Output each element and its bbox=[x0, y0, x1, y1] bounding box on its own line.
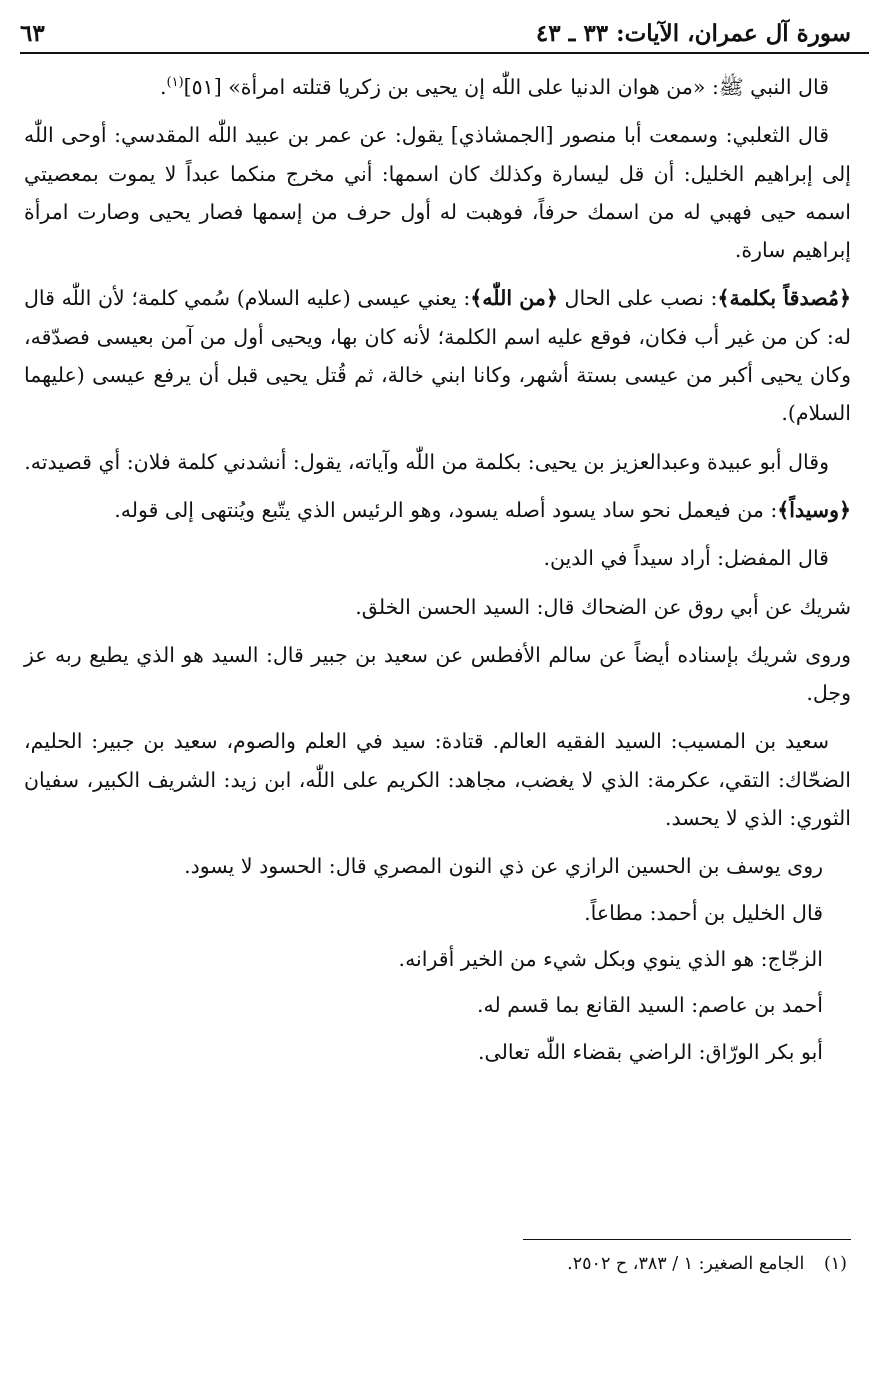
paragraph-5 bbox=[24, 491, 851, 529]
header-divider bbox=[20, 52, 869, 54]
paragraph-1-text: قال النبي ﷺ: «من هوان الدنيا على اللّٰه إن يحيى بن زكريا قتلته امرأة» [٥١] bbox=[183, 75, 829, 99]
footnote-reference[interactable]: (١) bbox=[166, 75, 184, 91]
paragraph-1 bbox=[24, 68, 851, 106]
paragraph-3-text-b: : يعني عيسى (عليه السلام) سُمي كلمة؛ لأن اللّٰه قال له: كن من غير أب فكان، فوقع عليه اسم الكلمة؛ لأنه كان بها، ويحيى أول من آمن بعيسى فصدّقه، وكان يحيى أكبر من عيسى بستة أشهر، وكانا ابني خالة، ثم قُتل يحيى قبل أن يرفع عيسى (عليهما السلام). bbox=[24, 286, 851, 426]
indented-line-1: روى يوسف بن الحسين الرازي عن ذي النون المصري قال: الحسود لا يسود. bbox=[184, 854, 823, 879]
paragraph-3-text-a: : نصب على الحال bbox=[557, 286, 718, 311]
indented-line-5: أبو بكر الورّاق: الراضي بقضاء اللّٰه تعالى. bbox=[478, 1039, 823, 1064]
quran-phrase-2: ﴿من اللّٰه﴾ bbox=[470, 286, 558, 311]
page-header bbox=[20, 16, 851, 50]
main-text bbox=[24, 68, 851, 1079]
paragraph-7: شريك عن أبي روق عن الضحاك قال: السيد الحسن الخلق. bbox=[355, 594, 851, 619]
footnote bbox=[24, 1249, 847, 1279]
indented-quotes bbox=[24, 847, 851, 1070]
footnote-number: (١) bbox=[823, 1254, 847, 1274]
paragraph-5-text: : من فيعمل نحو ساد يسود أصله يسود، وهو الرئيس الذي يتّبع ويُنتهى إلى قوله. bbox=[114, 497, 778, 522]
footnote-divider bbox=[523, 1239, 851, 1240]
indented-line-4: أحمد بن عاصم: السيد القانع بما قسم له. bbox=[477, 993, 823, 1018]
paragraph-8: وروى شريك بإسناده أيضاً عن سالم الأفطس عن سعيد بن جبير قال: السيد هو الذي يطيع ربه عز وجل. bbox=[24, 642, 851, 706]
paragraph-3 bbox=[24, 279, 851, 432]
paragraph-9: سعيد بن المسيب: السيد الفقيه العالم. قتادة: سيد في العلم والصوم، سعيد بن جبير: الحليم، الضحّاك: التقي، عكرمة: الذي لا يغضب، مجاهد: الكريم على اللّٰه، ابن زيد: الشريف الكبير، سفيان الثوري: الذي لا يحسد. bbox=[24, 729, 851, 831]
paragraph-2: قال الثعلبي: وسمعت أبا منصور [الجمشاذي] يقول: عن عمر بن عبيد اللّٰه المقدسي: أوحى اللّٰه إلى إبراهيم الخليل: أن قل ليسارة وكذلك كان اسمها: أني مخرج منكما عبداً لا يموت بمعصيتي اسمه حيى فهبي له من اسمك حرفاً، فوهبت له أول حرف من إسمها فصار يحيى وصارت امرأة إبراهيم سارة. bbox=[24, 123, 851, 263]
indented-line-3: الزجّاج: هو الذي ينوي وبكل شيء من الخير أقرانه. bbox=[398, 946, 823, 971]
quran-phrase-1: ﴿مُصدقاً بكلمة﴾ bbox=[717, 286, 851, 311]
paragraph-1-tail: . bbox=[160, 75, 167, 99]
running-title: سورة آل عمران، الآيات: ٣٣ ـ ٤٣ bbox=[535, 19, 851, 47]
quran-phrase-3: ﴿وسيداً﴾ bbox=[777, 497, 851, 522]
indented-line-2: قال الخليل بن أحمد: مطاعاً. bbox=[584, 900, 823, 925]
paragraph-4: وقال أبو عبيدة وعبدالعزيز بن يحيى: بكلمة من اللّٰه وآياته، يقول: أنشدني كلمة فلان: أي قصيدته. bbox=[24, 449, 829, 474]
footnote-text: الجامع الصغير: ١ / ٣٨٣، ح ٢٥٠٢. bbox=[567, 1254, 805, 1274]
page-number: ٦٣ bbox=[20, 19, 45, 47]
paragraph-6: قال المفضل: أراد سيداً في الدين. bbox=[543, 546, 829, 571]
